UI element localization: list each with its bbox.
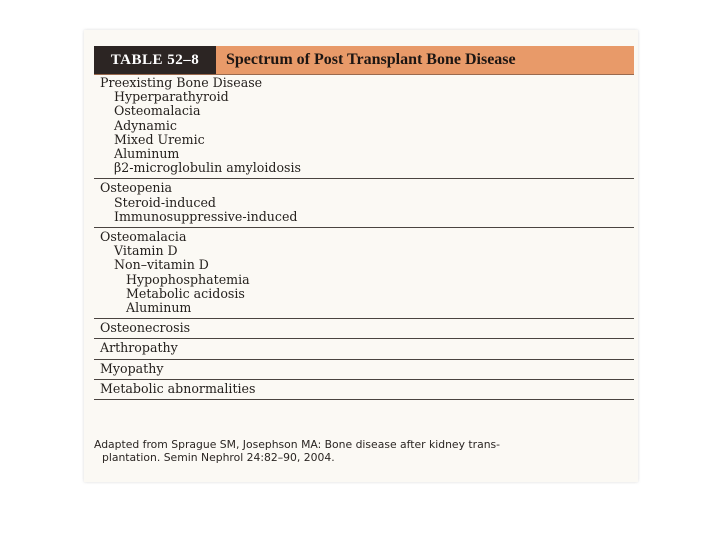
section-osteomalacia xyxy=(94,228,634,319)
list-item: Osteomalacia xyxy=(114,103,201,119)
list-item: Immunosuppressive-induced xyxy=(114,208,298,224)
table-footnote xyxy=(94,438,634,464)
section-heading: Osteomalacia xyxy=(100,229,187,245)
section-arthropathy xyxy=(94,339,634,359)
sub-list-item: Aluminum xyxy=(126,300,192,316)
list-item: Non–vitamin D xyxy=(114,257,209,273)
section-heading: Myopathy xyxy=(100,360,164,376)
section-heading: Preexisting Bone Disease xyxy=(100,75,263,90)
list-item: Steroid-induced xyxy=(114,194,216,210)
scanned-table-page xyxy=(84,30,638,482)
section-heading: Osteonecrosis xyxy=(100,320,191,336)
section-heading: Osteopenia xyxy=(100,180,173,196)
section-metabolic xyxy=(94,380,634,400)
table-header xyxy=(94,46,634,75)
table-title: Spectrum of Post Transplant Bone Disease xyxy=(226,51,516,68)
sub-list-item: Metabolic acidosis xyxy=(126,285,245,301)
table-body xyxy=(94,74,634,400)
faded-top-strip xyxy=(92,36,632,44)
list-item: Aluminum xyxy=(114,146,180,162)
list-item: Vitamin D xyxy=(114,243,178,259)
sub-list-item: Hypophosphatemia xyxy=(126,271,250,287)
list-item: β2-microglobulin amyloidosis xyxy=(114,160,301,176)
list-item: Adynamic xyxy=(114,117,177,133)
table-number-tag: TABLE 52–8 xyxy=(94,46,216,74)
section-heading: Metabolic abnormalities xyxy=(100,380,256,396)
footnote-line-2: plantation. Semin Nephrol 24:82–90, 2004. xyxy=(102,451,335,464)
footnote-line-1: Adapted from Sprague SM, Josephson MA: Bone disease after kidney trans- xyxy=(94,438,501,451)
section-heading: Arthropathy xyxy=(100,340,178,356)
section-preexisting xyxy=(94,74,634,179)
section-myopathy xyxy=(94,360,634,380)
list-item: Hyperparathyroid xyxy=(114,89,229,105)
section-osteopenia xyxy=(94,179,634,228)
section-osteonecrosis xyxy=(94,319,634,339)
list-item: Mixed Uremic xyxy=(114,131,205,147)
